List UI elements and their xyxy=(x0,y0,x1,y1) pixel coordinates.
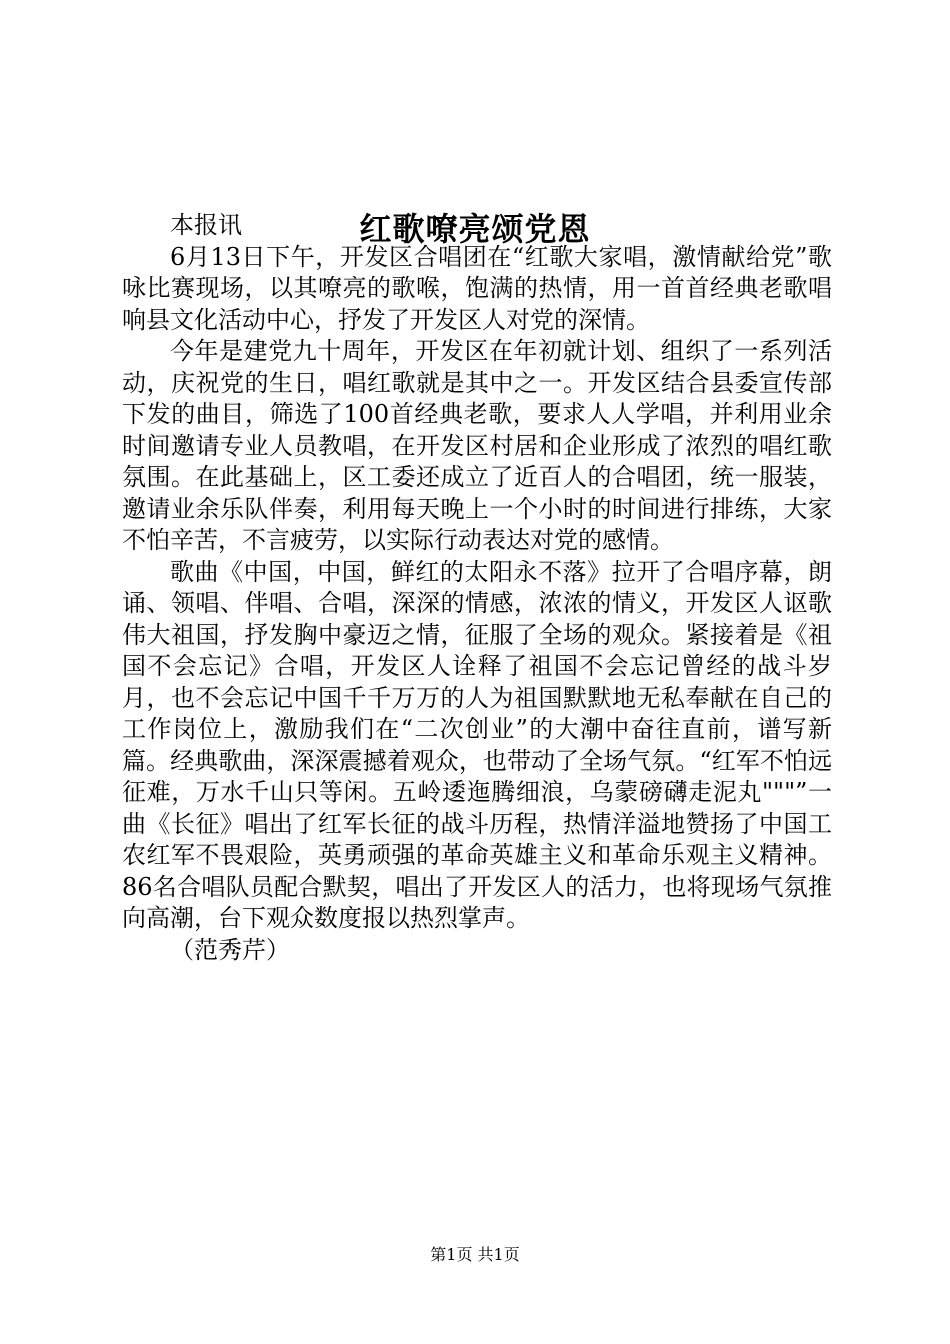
body-paragraph-3: 歌曲《中国，中国，鲜红的太阳永不落》拉开了合唱序幕，朗诵、领唱、伴唱、合唱，深深的情感，浓浓的情义，开发区人讴歌伟大祖国，抒发胸中豪迈之情，征服了全场的观众。紧接着是《祖国不会忘记》合唱，开发区人诠释了祖国不会忘记曾经的战斗岁月，也不会忘记中国千千万万的人为祖国默默地无私奉献在自己的工作岗位上，激励我们在“二次创业”的大潮中奋往直前，谱写新篇。经典歌曲，深深震撼着观众，也带动了全场气氛。“红军不怕远征难，万水千山只等闲。五岭逶迤腾细浪，乌蒙磅礴走泥丸"""”一曲《长征》唱出了红军长征的战斗历程，热情洋溢地赞扬了中国工农红军不畏艰险，英勇顽强的革命英雄主义和革命乐观主义精神。86名合唱队员配合默契，唱出了开发区人的活力，也将现场气氛推向高潮，台下观众数度报以热烈掌声。 xyxy=(122,557,832,932)
document-title: 红歌嘹亮颂党恩 xyxy=(359,210,591,249)
body-paragraph-1: 6月13日下午，开发区合唱团在“红歌大家唱，激情献给党”歌咏比赛现场，以其嘹亮的歌喉，饱满的热情，用一首首经典老歌唱响县文化活动中心，抒发了开发区人对党的深情。 xyxy=(122,242,832,334)
body-paragraph-2: 今年是建党九十周年，开发区在年初就计划、组织了一系列活动，庆祝党的生日，唱红歌就是其中之一。开发区结合县委宣传部下发的曲目，筛选了100首经典老歌，要求人人学唱，并利用业余时间邀请专业人员教唱，在开发区村居和企业形成了浓烈的唱红歌氛围。在此基础上，区工委还成立了近百人的合唱团，统一服装，邀请业余乐队伴奏，利用每天晚上一个小时的时间进行排练，大家不怕辛苦，不言疲劳，以实际行动表达对党的感情。 xyxy=(122,337,832,554)
author-byline: （范秀芹） xyxy=(170,935,290,964)
article-body xyxy=(122,210,832,966)
dateline-paragraph: 本报讯 xyxy=(170,211,242,239)
page-footer: 第1页 共1页 xyxy=(430,1245,520,1264)
